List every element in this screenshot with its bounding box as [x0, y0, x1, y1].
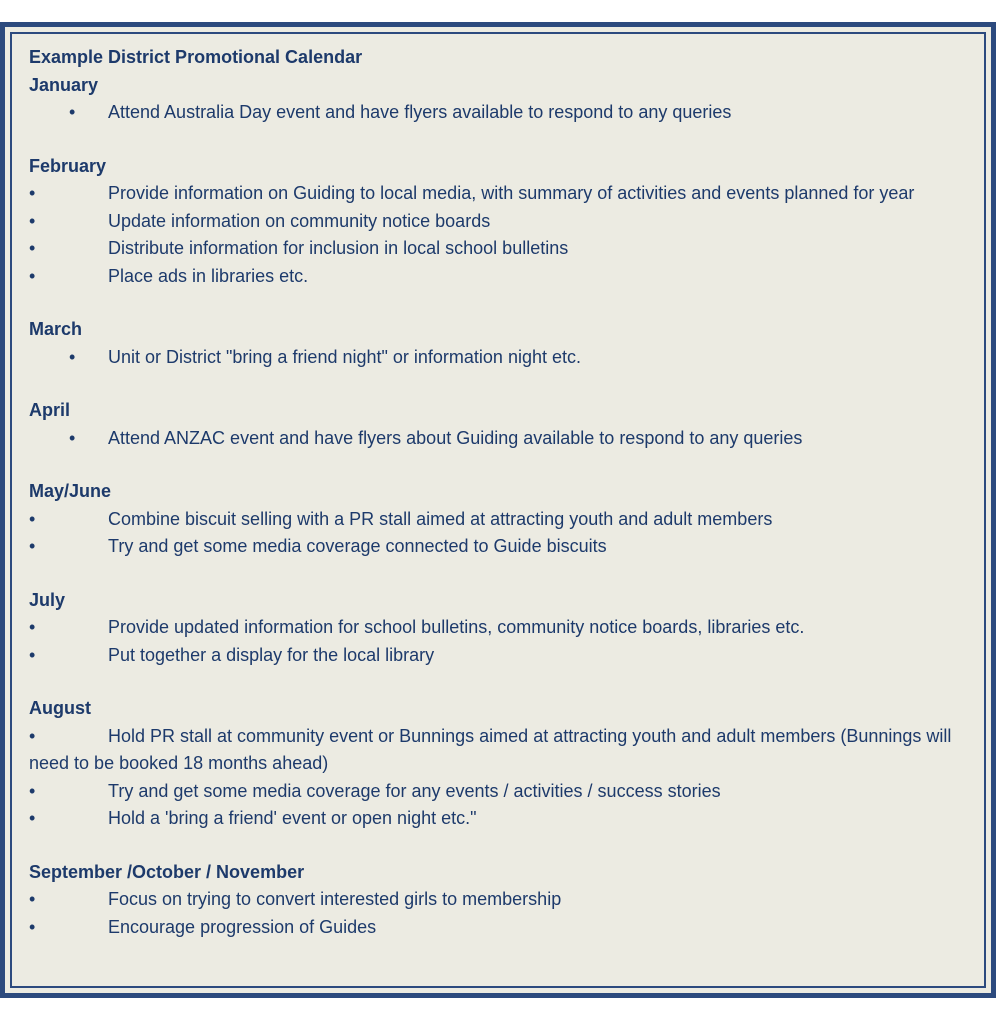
- section-september-october-november: [29, 859, 979, 942]
- list-item: [29, 614, 979, 642]
- list-item: [29, 533, 979, 561]
- list-item-text: Hold a 'bring a friend' event or open night etc.": [108, 808, 477, 828]
- section-may-june: [29, 478, 979, 561]
- bullet-icon: •: [29, 536, 36, 556]
- month-heading: April: [29, 400, 71, 420]
- section-august: [29, 695, 979, 833]
- month-heading: February: [29, 155, 107, 176]
- document-title: Example District Promotional Calendar: [29, 47, 363, 67]
- list-item-text: Encourage progression of Guides: [108, 916, 377, 937]
- list-item: [29, 805, 979, 833]
- list-item: [29, 886, 979, 914]
- list-item: [29, 425, 979, 453]
- bullet-icon: •: [69, 427, 76, 448]
- list-item-text: Attend ANZAC event and have flyers about Guiding available to respond to any queries: [108, 427, 803, 448]
- month-heading: March: [29, 319, 83, 339]
- bullet-icon: •: [69, 346, 76, 367]
- list-item: [29, 180, 979, 208]
- list-item: [29, 642, 979, 670]
- list-item-text: Put together a display for the local library: [108, 644, 435, 665]
- bullet-icon: •: [29, 183, 36, 203]
- list-item-text: Unit or District "bring a friend night" or information night etc.: [108, 346, 581, 367]
- bullet-icon: •: [29, 725, 36, 746]
- month-heading: July: [29, 589, 66, 610]
- list-item-text: Place ads in libraries etc.: [108, 265, 309, 286]
- list-item: [29, 723, 979, 778]
- bullet-icon: •: [29, 265, 36, 286]
- list-item: [29, 99, 979, 127]
- bullet-icon: •: [29, 210, 36, 231]
- section-july: [29, 587, 979, 670]
- list-item-text: Focus on trying to convert interested girls to membership: [108, 889, 562, 909]
- list-item-text: Try and get some media coverage connected to Guide biscuits: [108, 536, 607, 556]
- bullet-icon: •: [29, 508, 36, 529]
- bullet-icon: •: [69, 102, 76, 122]
- list-item: [29, 778, 979, 806]
- list-item-text: Provide updated information for school bulletins, community notice boards, libraries etc.: [108, 617, 805, 637]
- list-item-text: Hold PR stall at community event or Bunnings aimed at attracting youth and adult members (Bunnings will need to be booked 18 months ahead): [29, 725, 952, 773]
- month-heading: May/June: [29, 481, 112, 501]
- list-item-text: Attend Australia Day event and have flyers available to respond to any queries: [108, 102, 732, 122]
- bullet-icon: •: [29, 780, 36, 801]
- month-heading: August: [29, 698, 91, 718]
- list-item: [29, 506, 979, 534]
- list-item-text: Provide information on Guiding to local media, with summary of activities and events planned for year: [108, 183, 915, 203]
- list-item: [29, 914, 979, 942]
- section-january: [29, 72, 979, 127]
- month-heading: January: [29, 74, 99, 95]
- bullet-icon: •: [29, 617, 36, 637]
- list-item-text: Try and get some media coverage for any events / activities / success stories: [108, 780, 721, 801]
- section-march: [29, 316, 979, 371]
- list-item: [29, 263, 979, 291]
- section-april: [29, 397, 979, 452]
- list-item: [29, 208, 979, 236]
- bullet-icon: •: [29, 916, 36, 937]
- bullet-icon: •: [29, 808, 36, 828]
- list-item-text: Combine biscuit selling with a PR stall aimed at attracting youth and adult members: [108, 508, 773, 529]
- list-item: [29, 235, 979, 263]
- list-item-text: Distribute information for inclusion in local school bulletins: [108, 238, 569, 258]
- list-item-text: Update information on community notice boards: [108, 210, 491, 231]
- list-item: [29, 344, 979, 372]
- bullet-icon: •: [29, 644, 36, 665]
- month-heading: September /October / November: [29, 861, 305, 882]
- section-february: [29, 153, 979, 291]
- calendar-content: [29, 44, 979, 941]
- bullet-icon: •: [29, 889, 36, 909]
- bullet-icon: •: [29, 238, 36, 258]
